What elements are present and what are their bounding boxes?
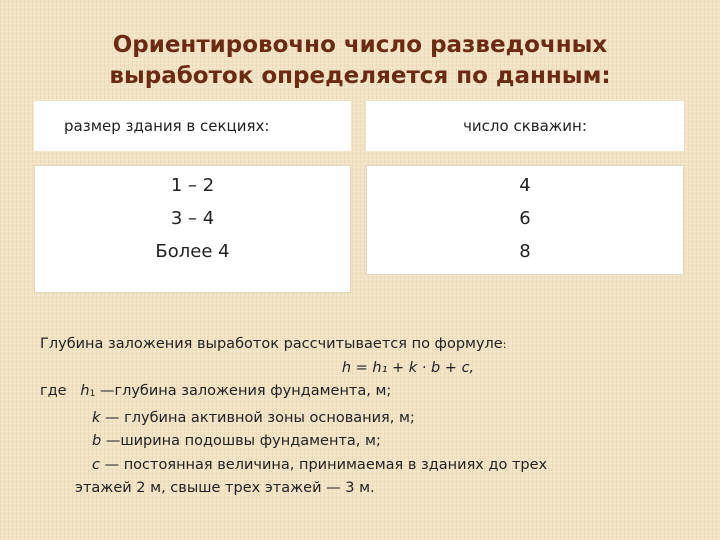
slide-title: [20, 30, 700, 92]
count-row: 6: [519, 208, 531, 229]
definition-b: b —ширина подошвы фундамента, м;: [92, 433, 381, 449]
size-row: 1 – 2: [170, 175, 215, 196]
count-row: 8: [519, 241, 531, 262]
definition-k: k — глубина активной зоны основания, м;: [92, 409, 415, 426]
borehole-count-list: [366, 165, 684, 275]
formula-equation: h = h₁ + k · b + c,: [341, 359, 475, 376]
size-row: Более 4: [155, 241, 230, 262]
formula-section: [40, 333, 680, 501]
size-row: 3 – 4: [170, 208, 215, 229]
definition-c-continued: этажей 2 м, свыше трех этажей — 3 м.: [75, 480, 375, 496]
header-building-size: размер здания в секциях:: [34, 101, 351, 151]
title-line-2: выработок определяется по данным:: [109, 63, 611, 89]
definition-c: c — постоянная величина, принимаемая в зданиях до трех: [92, 456, 548, 473]
definition-h1: где $h_1$ —глубина заложения фундамента, м;: [40, 383, 392, 399]
formula-intro: Глубина заложения выработок рассчитывается по формуле:: [40, 336, 507, 352]
header-borehole-count: число скважин:: [366, 101, 684, 151]
title-line-1: Ориентировочно число разведочных: [112, 32, 608, 58]
building-size-list: [34, 165, 351, 293]
count-row: 4: [519, 175, 531, 196]
